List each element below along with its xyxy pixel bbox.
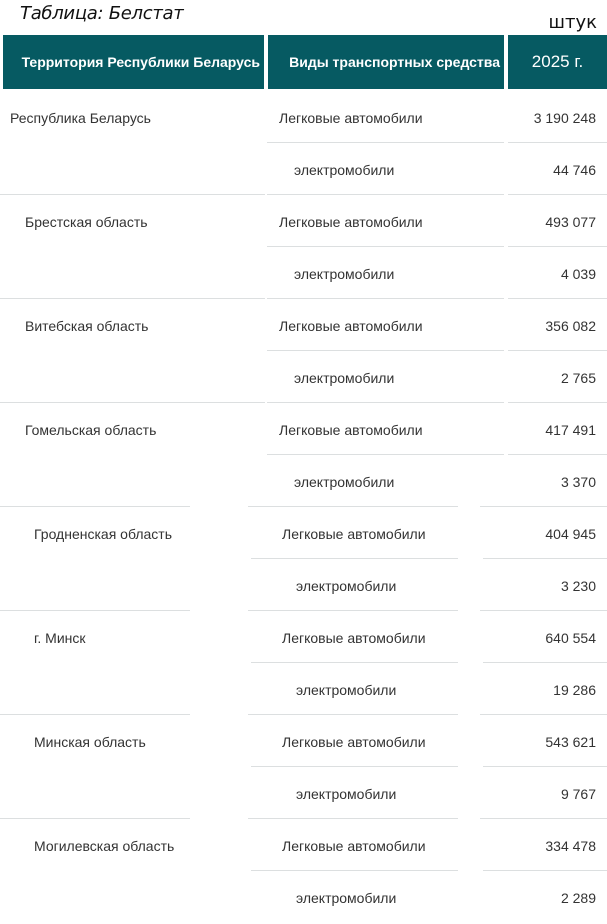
vehicle-type-ev: электромобили: [296, 682, 397, 698]
table-row: [0, 872, 607, 924]
row-divider: [483, 766, 607, 767]
value-ev: 3 230: [560, 578, 596, 594]
value-cars: 493 077: [545, 214, 596, 230]
row-divider: [0, 610, 190, 611]
row-divider: [508, 350, 607, 351]
value-cars: 417 491: [545, 422, 596, 438]
row-divider: [508, 454, 607, 455]
vehicle-type-cars: Легковые автомобили: [282, 734, 426, 750]
header-year: 2025 г.: [508, 35, 607, 89]
table-row: [0, 508, 607, 560]
header-territory: Территория Республики Беларусь: [3, 35, 264, 89]
row-divider: [483, 870, 607, 871]
value-ev: 3 370: [560, 474, 596, 490]
table-row: [0, 664, 607, 716]
table-header: [3, 35, 607, 89]
row-divider: [0, 402, 265, 403]
value-ev: 44 746: [553, 162, 596, 178]
territory-name: Брестская область: [25, 214, 148, 230]
row-divider: [267, 142, 504, 143]
unit-label: штук: [548, 12, 597, 33]
table-row: [0, 404, 607, 456]
territory-name: Гродненская область: [34, 526, 173, 542]
row-divider: [267, 402, 504, 403]
vehicle-type-ev: электромобили: [296, 890, 397, 906]
row-divider: [508, 194, 607, 195]
vehicle-type-cars: Легковые автомобили: [279, 318, 423, 334]
vehicle-type-ev: электромобили: [296, 786, 397, 802]
vehicle-type-cars: Легковые автомобили: [279, 110, 423, 126]
row-divider: [508, 402, 607, 403]
row-divider: [0, 506, 190, 507]
table-row: [0, 716, 607, 768]
vehicle-type-ev: электромобили: [294, 266, 395, 282]
value-ev: 2 765: [560, 370, 596, 386]
row-divider: [0, 194, 265, 195]
table-row: [0, 820, 607, 872]
row-divider: [483, 662, 607, 663]
row-divider: [480, 506, 607, 507]
row-divider: [267, 350, 504, 351]
table-caption: Таблица: Белстат: [20, 3, 184, 24]
vehicle-type-cars: Легковые автомобили: [279, 422, 423, 438]
row-divider: [480, 714, 607, 715]
row-divider: [267, 298, 504, 299]
territory-name: Витебская область: [25, 318, 149, 334]
table-row: [0, 248, 607, 300]
row-divider: [508, 298, 607, 299]
row-divider: [480, 818, 607, 819]
vehicle-type-cars: Легковые автомобили: [279, 214, 423, 230]
row-divider: [248, 610, 458, 611]
table-row: [0, 196, 607, 248]
value-cars: 3 190 248: [533, 110, 596, 126]
row-divider: [480, 610, 607, 611]
vehicle-type-cars: Легковые автомобили: [282, 838, 426, 854]
value-cars: 640 554: [545, 630, 596, 646]
row-divider: [251, 766, 458, 767]
vehicle-type-cars: Легковые автомобили: [282, 526, 426, 542]
value-cars: 356 082: [545, 318, 596, 334]
table-row: [0, 352, 607, 404]
value-ev: 2 289: [560, 890, 596, 906]
value-cars: 334 478: [545, 838, 596, 854]
row-divider: [248, 714, 458, 715]
row-divider: [0, 818, 190, 819]
row-divider: [483, 558, 607, 559]
value-cars: 404 945: [545, 526, 596, 542]
row-divider: [251, 662, 458, 663]
table-row: [0, 300, 607, 352]
table-row: [0, 612, 607, 664]
value-ev: 4 039: [560, 266, 596, 282]
table-row: [0, 560, 607, 612]
vehicle-type-ev: электромобили: [294, 474, 395, 490]
row-divider: [251, 870, 458, 871]
row-divider: [0, 714, 190, 715]
vehicle-type-ev: электромобили: [296, 578, 397, 594]
row-divider: [251, 558, 458, 559]
value-cars: 543 621: [545, 734, 596, 750]
territory-name: г. Минск: [34, 630, 86, 646]
table-row: [0, 456, 607, 508]
row-divider: [267, 246, 504, 247]
row-divider: [248, 506, 458, 507]
table-row: [0, 92, 607, 144]
territory-name: Республика Беларусь: [10, 110, 151, 126]
row-divider: [0, 298, 265, 299]
header-vehicle-type: Виды транспортных средства: [268, 35, 504, 89]
territory-name: Могилевская область: [34, 838, 175, 854]
vehicle-type-ev: электромобили: [294, 370, 395, 386]
vehicle-type-ev: электромобили: [294, 162, 395, 178]
row-divider: [508, 142, 607, 143]
value-ev: 9 767: [560, 786, 596, 802]
value-ev: 19 286: [553, 682, 596, 698]
territory-name: Минская область: [34, 734, 146, 750]
row-divider: [267, 454, 504, 455]
row-divider: [267, 194, 504, 195]
territory-name: Гомельская область: [25, 422, 157, 438]
row-divider: [248, 818, 458, 819]
row-divider: [508, 246, 607, 247]
vehicle-type-cars: Легковые автомобили: [282, 630, 426, 646]
table-row: [0, 144, 607, 196]
table-row: [0, 768, 607, 820]
